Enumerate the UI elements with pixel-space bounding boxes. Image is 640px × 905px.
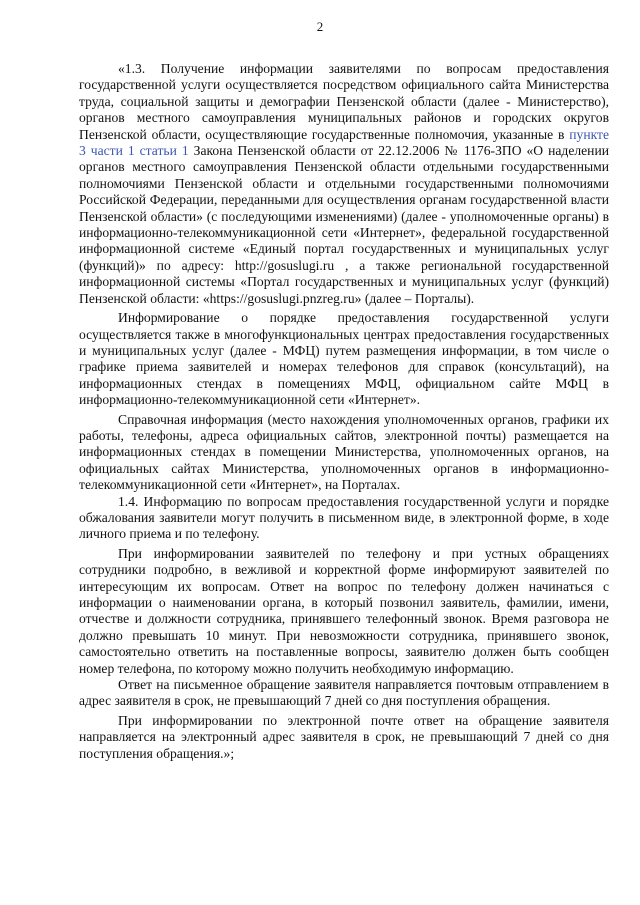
paragraph-1-3 <box>79 61 609 307</box>
page-number: 2 <box>316 19 324 34</box>
paragraph-written-reply: Ответ на письменное обращение заявителя направляется почтовым отправлением в адрес заявителя в срок, не превышающий 7 дней со дня поступления обращения. <box>79 677 609 709</box>
paragraph-reference-info: Справочная информация (место нахождения уполномоченных органов, графики их работы, телефоны, адреса официальных сайтов, электронной почты) размещается на информационных стендах в помещении Министерства, уполномоченных органов, на официальных сайтах Министерства, уполномоченных органов в информационно-телекоммуникационной сети «Интернет», на Порталах. <box>79 411 609 493</box>
law-reference-link[interactable]: пункте 3 части 1 статьи 1 <box>79 126 609 159</box>
paragraph-mfc-info: Информирование о порядке предоставления государственной услуги осуществляется также в многофункциональных центрах предоставления государственных и муниципальных услуг (далее - МФЦ) путем размещения информации, в том числе о графике приема заявителей и номерах телефонов для справок (консультаций), на информационных стендах в помещениях МФЦ, официальном сайте МФЦ в информационно-телекоммуникационной сети «Интернет». <box>79 310 609 408</box>
paragraph-1-4: 1.4. Информацию по вопросам предоставления государственной услуги и порядке обжалования заявители могут получить в письменном виде, в электронной форме, в ходе личного приема и по телефону. <box>79 493 609 542</box>
paragraph-1-3-text-b: Закона Пензенской области от 22.12.2006 № 1176-ЗПО «О наделении органов местного самоуправления Пензенской области отдельными государственными полномочиями Пензенской области и отдельными государственными полномочиями Российской Федерации, переданными для осуществления органам государственной власти Пензенской области» (с последующими изменениями) (далее - уполномоченные органы) в информационно-телекоммуникационной сети «Интернет», федеральной государственной информационной системе «Единый портал государственных и муниципальных услуг (функций)» по адресу: http://gosuslugi.ru , а также региональной государственной информационной системы «Портал государственных и муниципальных услуг (функций) Пензенской области: «https://gosuslugi.pnzreg.ru» (далее – Порталы). <box>79 143 609 306</box>
paragraph-1-3-text-a: «1.3. Получение информации заявителями по вопросам предоставления государственной услуги осуществляется посредством официального сайта Министерства труда, социальной защиты и демографии Пензенской области (далее - Министерство), органов местного самоуправления муниципальных районов и городских округов Пензенской области, осуществляющие государственные полномочия, указанные в <box>79 61 609 142</box>
document-body <box>79 61 609 762</box>
paragraph-email-reply: При информировании по электронной почте ответ на обращение заявителя направляется на электронный адрес заявителя в срок, не превышающий 7 дней со дня поступления обращения.»; <box>79 712 609 761</box>
paragraph-phone-info: При информировании заявителей по телефону и при устных обращениях сотрудники подробно, в вежливой и корректной форме информируют заявителей по интересующим их вопросам. Ответ на вопрос по телефону должен начинаться с информации о наименовании органа, в который позвонил заявитель, фамилии, имени, отчестве и должности сотрудника, принявшего телефонный звонок. Время разговора не должно превышать 10 минут. При невозможности сотрудника, принявшего звонок, самостоятельно ответить на поставленные вопросы, заявителю должен быть сообщен номер телефона, по которому можно получить необходимую информацию. <box>79 545 609 676</box>
